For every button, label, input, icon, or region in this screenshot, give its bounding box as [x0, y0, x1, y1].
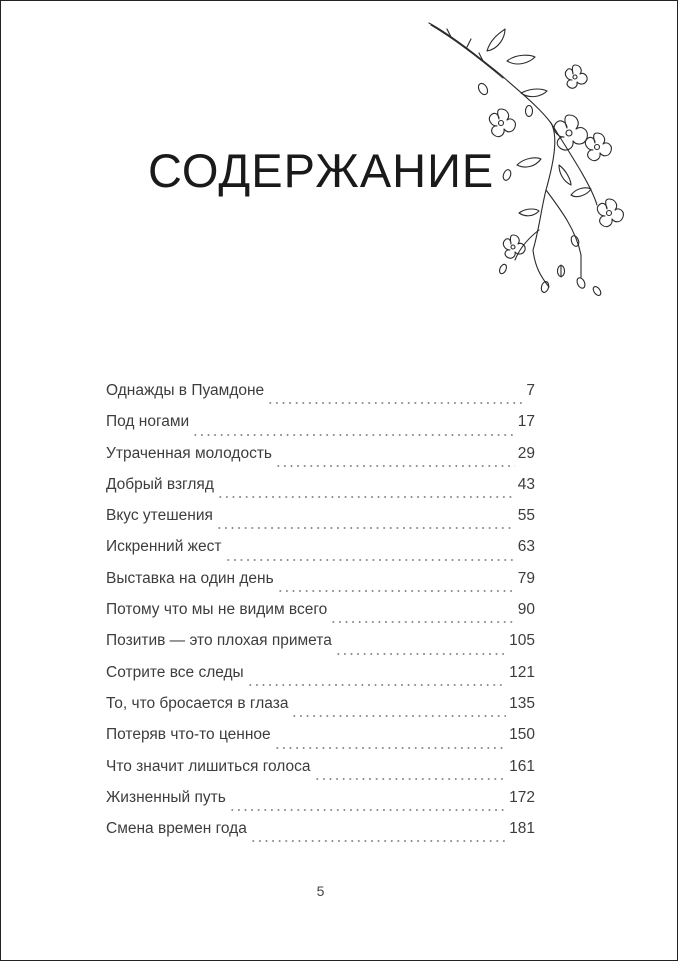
toc-entry-page: 172 [509, 788, 535, 806]
toc-entry-title: Искренний жест [106, 538, 222, 556]
dot-leader [277, 590, 515, 592]
toc-entry-title: Вкус утешения [106, 507, 213, 525]
toc-entry-title: Однажды в Пуамдоне [106, 382, 265, 399]
toc-entry-page: 135 [509, 694, 535, 712]
toc-entry-page: 55 [517, 507, 535, 525]
dot-leader [291, 715, 506, 717]
toc-entry[interactable] [106, 507, 535, 538]
toc-entry-page: 43 [517, 475, 535, 493]
page-number: 5 [316, 883, 325, 899]
toc-entry-title: Смена времен года [106, 820, 247, 838]
dot-leader [314, 778, 507, 780]
table-of-contents [106, 382, 535, 851]
toc-entry[interactable] [106, 664, 535, 695]
toc-entry-page: 161 [509, 757, 535, 775]
toc-entry[interactable] [106, 382, 535, 413]
toc-entry-page: 105 [509, 632, 535, 650]
dot-leader [250, 840, 506, 842]
toc-entry-page: 7 [526, 382, 535, 399]
dot-leader [217, 496, 515, 498]
toc-entry[interactable] [106, 758, 535, 789]
toc-entry[interactable] [106, 476, 535, 507]
dot-leader [274, 747, 506, 749]
toc-entry[interactable] [106, 538, 535, 569]
toc-entry-title: Потеряв что-то ценное [106, 726, 271, 744]
toc-entry-page: 90 [517, 601, 535, 619]
toc-entry[interactable] [106, 570, 535, 601]
toc-entry-page: 63 [517, 538, 535, 556]
toc-entry-title: Потому что мы не видим всего [106, 601, 328, 619]
dot-leader [275, 465, 515, 467]
dot-leader [267, 402, 523, 404]
dot-leader [229, 809, 506, 811]
toc-entry-page: 121 [509, 663, 535, 681]
toc-entry[interactable] [106, 695, 535, 726]
toc-entry[interactable] [106, 413, 535, 444]
toc-entry[interactable] [106, 601, 535, 632]
dot-leader [192, 434, 515, 436]
toc-entry[interactable] [106, 632, 535, 663]
toc-entry[interactable] [106, 789, 535, 820]
toc-entry[interactable] [106, 820, 535, 851]
toc-entry-title: Что значит лишиться голоса [106, 757, 311, 775]
dot-leader [335, 653, 506, 655]
toc-entry-title: Выставка на один день [106, 569, 274, 587]
toc-entry[interactable] [106, 726, 535, 757]
dot-leader [216, 527, 515, 529]
toc-entry[interactable] [106, 445, 535, 476]
dot-leader [225, 559, 515, 561]
toc-entry-page: 79 [517, 569, 535, 587]
toc-entry-title: То, что бросается в глаза [106, 694, 289, 712]
toc-entry-page: 17 [517, 413, 535, 431]
toc-entry-title: Добрый взгляд [106, 475, 214, 493]
page-title: СОДЕРЖАНИЕ [148, 144, 495, 197]
toc-entry-page: 181 [509, 820, 535, 838]
toc-entry-title: Под ногами [106, 413, 190, 431]
toc-entry-title: Сотрите все следы [106, 663, 244, 681]
toc-entry-title: Утраченная молодость [106, 444, 273, 462]
toc-entry-title: Позитив — это плохая примета [106, 632, 332, 650]
dot-leader [330, 621, 514, 623]
dot-leader [247, 684, 506, 686]
toc-entry-page: 150 [509, 726, 535, 744]
toc-entry-title: Жизненный путь [106, 788, 226, 806]
toc-entry-page: 29 [517, 444, 535, 462]
